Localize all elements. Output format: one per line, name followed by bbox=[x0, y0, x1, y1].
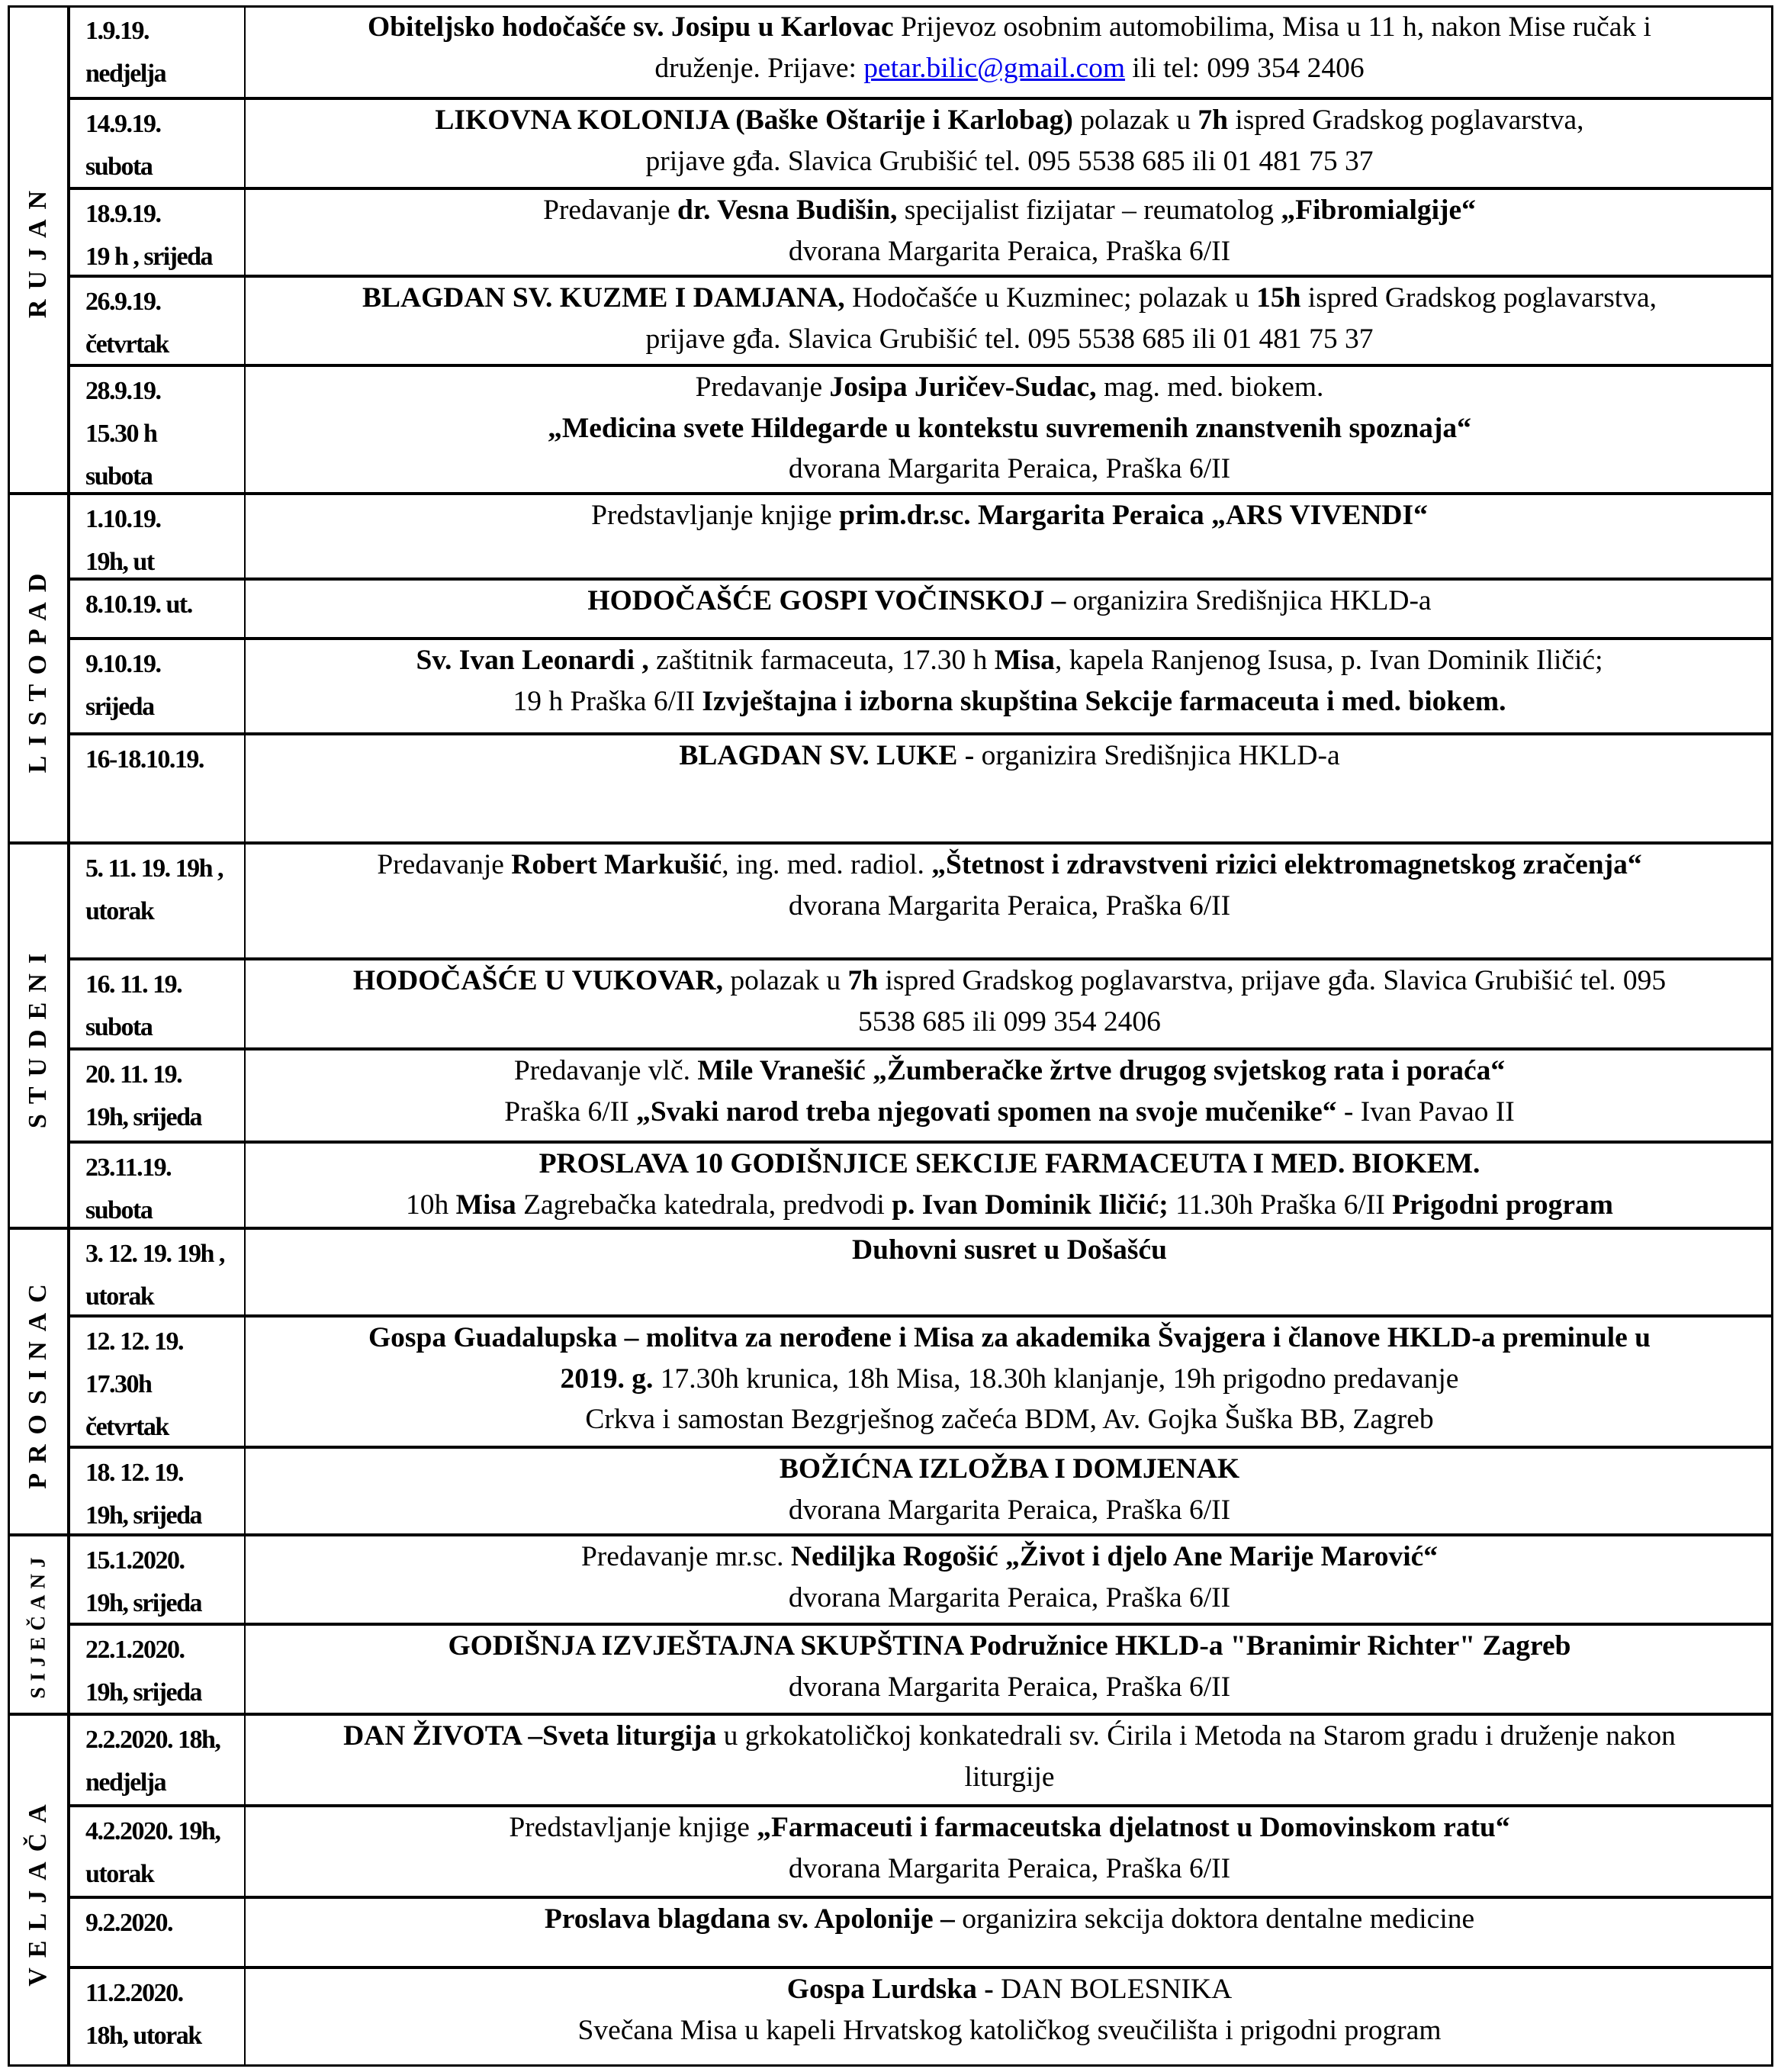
event-text-bold: „Svaki narod treba njegovati spomen na svoje mučenike“ bbox=[636, 1096, 1337, 1128]
event-line bbox=[258, 681, 1761, 722]
event-date bbox=[69, 1049, 246, 1142]
event-date bbox=[69, 1535, 246, 1624]
event-date-line: 3. 12. 19. 19h , bbox=[85, 1240, 224, 1268]
event-text: Hodočašće u Kuzminec; polazak u bbox=[844, 282, 1257, 314]
event-text-bold: Prigodni program bbox=[1392, 1189, 1614, 1221]
event-date-line: 9.10.19. bbox=[85, 650, 161, 678]
event-date-line: 19h, srijeda bbox=[85, 1103, 201, 1131]
event-text: Predavanje bbox=[377, 849, 512, 880]
event-date bbox=[69, 276, 246, 365]
event-date-line: 1.10.19. bbox=[85, 505, 161, 533]
event-description bbox=[246, 1714, 1773, 1806]
event-text-bold: LIKOVNA KOLONIJA (Baške Oštarije i Karlobag) bbox=[435, 105, 1073, 136]
event-line bbox=[258, 1626, 1761, 1667]
event-text: 17.30h krunica, 18h Misa, 18.30h klanjanje, 19h prigodno predavanje bbox=[653, 1363, 1459, 1395]
event-date-line: subota bbox=[85, 1013, 153, 1041]
event-date-line: 19h, srijeda bbox=[85, 1678, 201, 1707]
event-text: zaštitnik farmaceuta, 17.30 h bbox=[648, 645, 995, 676]
event-text: dvorana Margarita Peraica, Praška 6/II bbox=[788, 453, 1231, 484]
event-description bbox=[246, 1447, 1773, 1535]
event-text-bold: Sv. Ivan Leonardi , bbox=[416, 645, 649, 676]
event-text: Predavanje mr.sc. bbox=[580, 1541, 791, 1572]
event-text-bold: „Fibromialgije“ bbox=[1281, 195, 1476, 226]
event-description bbox=[246, 1806, 1773, 1897]
event-date-line: 18.9.19. bbox=[85, 200, 161, 228]
event-date-line: 5. 11. 19. 19h , bbox=[85, 854, 223, 883]
event-text: mag. med. biokem. bbox=[1096, 372, 1324, 403]
event-text: u grkokatoličkoj konkatedrali sv. Ćirila i Metoda na Starom gradu i druženje nakon bbox=[716, 1720, 1676, 1752]
month-label: VELJAČA bbox=[24, 1794, 52, 1987]
event-line bbox=[258, 1899, 1761, 1940]
event-description bbox=[246, 494, 1773, 579]
event-date bbox=[69, 1142, 246, 1228]
event-line bbox=[258, 1536, 1761, 1578]
event-text: Predavanje vlč. bbox=[513, 1055, 698, 1086]
event-text-bold: HODOČAŠĆE GOSPI VOČINSKOJ – bbox=[587, 585, 1066, 616]
event-date bbox=[69, 734, 246, 843]
event-date-line: 22.1.2020. bbox=[85, 1636, 185, 1664]
event-date bbox=[69, 365, 246, 494]
event-date-line: četvrtak bbox=[85, 1413, 169, 1441]
event-date-line: utorak bbox=[85, 1860, 154, 1888]
event-text: dvorana Margarita Peraica, Praška 6/II bbox=[788, 890, 1231, 922]
event-line bbox=[258, 1399, 1761, 1440]
event-row bbox=[69, 1806, 1773, 1897]
event-text: druženje. Prijave: bbox=[654, 52, 864, 84]
event-line bbox=[258, 1185, 1761, 1226]
event-date-line: 28.9.19. bbox=[85, 377, 161, 405]
schedule-table bbox=[8, 5, 1773, 2067]
event-text: Prijevoz osobnim automobilima, Misa u 11 h, nakon Mise ručak i bbox=[893, 11, 1651, 43]
event-line bbox=[258, 495, 1761, 536]
event-row bbox=[69, 1447, 1773, 1535]
event-description bbox=[246, 639, 1773, 734]
event-text-bold: DAN ŽIVOTA –Sveta liturgija bbox=[343, 1720, 717, 1752]
event-line bbox=[258, 1667, 1761, 1708]
month-label: SIJEČANJ bbox=[26, 1550, 50, 1699]
event-row bbox=[69, 365, 1773, 494]
event-date bbox=[69, 1714, 246, 1806]
event-text-bold: „Medicina svete Hildegarde u kontekstu suvremenih znanstvenih spoznaja“ bbox=[548, 412, 1471, 444]
month-label-cell bbox=[8, 1535, 69, 1714]
event-description bbox=[246, 365, 1773, 494]
event-line bbox=[258, 1807, 1761, 1848]
event-text: Predstavljanje knjige bbox=[591, 500, 840, 531]
event-text: , ing. med. radiol. bbox=[722, 849, 932, 880]
event-date-line: utorak bbox=[85, 1282, 154, 1311]
event-date bbox=[69, 494, 246, 579]
event-description bbox=[246, 188, 1773, 276]
event-row bbox=[69, 1535, 1773, 1624]
event-text: organizira Središnjica HKLD-a bbox=[974, 740, 1340, 771]
event-text: , kapela Ranjenog Isusa, p. Ivan Dominik Iličić; bbox=[1054, 645, 1603, 676]
event-date-line: 15.30 h bbox=[85, 420, 157, 448]
event-text: Predavanje bbox=[543, 195, 678, 226]
event-text: - Ivan Pavao II bbox=[1336, 1096, 1515, 1128]
event-line bbox=[258, 1359, 1761, 1400]
event-text: liturgije bbox=[964, 1761, 1055, 1793]
event-date bbox=[69, 639, 246, 734]
event-line bbox=[258, 231, 1761, 272]
event-text: ispred Gradskog poglavarstva, bbox=[1300, 282, 1657, 314]
event-text: 10h bbox=[405, 1189, 456, 1221]
event-line bbox=[258, 7, 1761, 48]
event-date-line: utorak bbox=[85, 897, 154, 925]
event-row bbox=[69, 188, 1773, 276]
event-date-line: 16. 11. 19. bbox=[85, 970, 182, 999]
event-text: prijave gđa. Slavica Grubišić tel. 095 5538 685 ili 01 481 75 37 bbox=[645, 323, 1374, 355]
event-text-bold: Gospa Lurdska - bbox=[786, 1974, 994, 2005]
event-text-bold: GODIŠNJA IZVJEŠTAJNA SKUPŠTINA Podružnice HKLD-a "Branimir Richter" Zagreb bbox=[448, 1630, 1571, 1662]
event-line bbox=[258, 48, 1761, 89]
event-text-bold: prim.dr.sc. Margarita Peraica „ARS VIVENDI“ bbox=[839, 500, 1428, 531]
event-row bbox=[69, 1967, 1773, 2067]
event-row bbox=[69, 959, 1773, 1049]
event-date-line: 18h, utorak bbox=[85, 2022, 201, 2050]
event-text-bold: HODOČAŠĆE U VUKOVAR, bbox=[352, 965, 723, 996]
event-description bbox=[246, 1897, 1773, 1967]
event-description bbox=[246, 98, 1773, 188]
event-date-line: 4.2.2020. 19h, bbox=[85, 1817, 220, 1845]
event-date-line: 17.30h bbox=[85, 1370, 152, 1398]
event-date bbox=[69, 1897, 246, 1967]
event-date-line: 11.2.2020. bbox=[85, 1979, 183, 2007]
event-line bbox=[258, 100, 1761, 141]
event-row bbox=[69, 579, 1773, 639]
event-text-bold: Izvještajna i izborna skupština Sekcije farmaceuta i med. biokem. bbox=[702, 685, 1506, 717]
event-date bbox=[69, 1967, 246, 2067]
event-text-bold: Proslava blagdana sv. Apolonije – bbox=[544, 1903, 955, 1935]
event-text-bold: Nediljka Rogošić „Život i djelo Ane Marije Marović“ bbox=[790, 1541, 1439, 1572]
event-text: DAN BOLESNIKA bbox=[993, 1974, 1233, 2005]
event-text-bold: Duhovni susret u Došašću bbox=[852, 1234, 1167, 1266]
event-line bbox=[258, 845, 1761, 886]
event-row bbox=[69, 1142, 1773, 1228]
event-date bbox=[69, 959, 246, 1049]
month-label: RUJAN bbox=[24, 180, 52, 319]
event-date-line: 20. 11. 19. bbox=[85, 1060, 182, 1089]
event-line bbox=[258, 1092, 1761, 1133]
event-description bbox=[246, 1535, 1773, 1624]
event-text: polazak u bbox=[1072, 105, 1198, 136]
event-line bbox=[258, 581, 1761, 622]
event-date-line: 19 h , srijeda bbox=[85, 243, 212, 271]
event-text-bold: 15h bbox=[1256, 282, 1301, 314]
event-text-bold: Misa bbox=[455, 1189, 516, 1221]
month-label: PROSINAC bbox=[24, 1274, 52, 1489]
event-date bbox=[69, 5, 246, 98]
event-date-line: nedjelja bbox=[85, 1768, 166, 1797]
event-text: Predavanje bbox=[695, 372, 830, 403]
event-text: specijalist fizijatar – reumatolog bbox=[897, 195, 1281, 226]
event-row bbox=[69, 1316, 1773, 1447]
event-date-line: četvrtak bbox=[85, 330, 169, 359]
event-line bbox=[258, 1449, 1761, 1490]
month-label: STUDENI bbox=[24, 943, 52, 1128]
event-row bbox=[69, 98, 1773, 188]
event-text-bold: „Farmaceuti i farmaceutska djelatnost u Domovinskom ratu“ bbox=[757, 1812, 1510, 1843]
event-text: prijave gđa. Slavica Grubišić tel. 095 5538 685 ili 01 481 75 37 bbox=[645, 145, 1374, 177]
event-text: organizira sekcija doktora dentalne medicine bbox=[954, 1903, 1475, 1935]
event-text-bold: BLAGDAN SV. KUZME I DAMJANA, bbox=[362, 282, 845, 314]
event-row bbox=[69, 276, 1773, 365]
event-text: Crkva i samostan Bezgrješnog začeća BDM, Av. Gojka Šuška BB, Zagreb bbox=[585, 1404, 1434, 1435]
event-date-line: 18. 12. 19. bbox=[85, 1459, 183, 1487]
event-text: Predstavljanje knjige bbox=[509, 1812, 757, 1843]
event-text-bold: BOŽIĆNA IZLOŽBA I DOMJENAK bbox=[779, 1453, 1240, 1485]
event-date bbox=[69, 1806, 246, 1897]
event-date-line: 15.1.2020. bbox=[85, 1546, 185, 1575]
event-date-line: 2.2.2020. 18h, bbox=[85, 1726, 220, 1754]
event-line bbox=[258, 1050, 1761, 1092]
event-description bbox=[246, 1228, 1773, 1316]
event-text: Praška 6/II bbox=[504, 1096, 637, 1128]
event-date-line: subota bbox=[85, 1196, 153, 1224]
event-text-bold: Obiteljsko hodočašće sv. Josipu u Karlovac bbox=[368, 11, 894, 43]
event-line bbox=[258, 1230, 1761, 1271]
month-label-cell bbox=[8, 843, 69, 1228]
event-text-bold: „Štetnost i zdravstveni rizici elektromagnetskog zračenja“ bbox=[931, 849, 1642, 880]
event-text: dvorana Margarita Peraica, Praška 6/II bbox=[788, 235, 1231, 267]
event-description bbox=[246, 843, 1773, 959]
event-line bbox=[258, 1490, 1761, 1531]
event-description bbox=[246, 5, 1773, 98]
event-text-bold: Robert Markušić bbox=[511, 849, 722, 880]
event-row bbox=[69, 1049, 1773, 1142]
event-text: 11.30h Praška 6/II bbox=[1168, 1189, 1393, 1221]
event-text-bold: dr. Vesna Budišin, bbox=[677, 195, 898, 226]
event-text-bold: Misa bbox=[994, 645, 1055, 676]
event-line bbox=[258, 886, 1761, 927]
event-text-bold: 7h bbox=[847, 965, 879, 996]
month-label-cell bbox=[8, 5, 69, 494]
month-label-cell bbox=[8, 1714, 69, 2067]
event-line bbox=[258, 1716, 1761, 1757]
event-date-line: subota bbox=[85, 153, 153, 181]
month-label: LISTOPAD bbox=[24, 563, 52, 774]
event-description bbox=[246, 1142, 1773, 1228]
event-row bbox=[69, 843, 1773, 959]
event-text: ispred Gradskog poglavarstva, bbox=[1228, 105, 1584, 136]
event-line bbox=[258, 278, 1761, 319]
event-date bbox=[69, 1228, 246, 1316]
event-row bbox=[69, 639, 1773, 734]
event-line bbox=[258, 1002, 1761, 1043]
event-text: dvorana Margarita Peraica, Praška 6/II bbox=[788, 1581, 1231, 1614]
event-date-line: 9.2.2020. bbox=[85, 1909, 172, 1937]
month-label-cell bbox=[8, 1228, 69, 1535]
event-text-bold: 2019. g. bbox=[560, 1363, 654, 1395]
event-text-bold: PROSLAVA 10 GODIŠNJICE SEKCIJE FARMACEUTA I MED. BIOKEM. bbox=[538, 1148, 1480, 1179]
event-row bbox=[69, 1624, 1773, 1714]
event-text: 5538 685 ili 099 354 2406 bbox=[858, 1005, 1161, 1038]
event-row bbox=[69, 1228, 1773, 1316]
event-text: dvorana Margarita Peraica, Praška 6/II bbox=[788, 1671, 1231, 1703]
event-date-line: 14.9.19. bbox=[85, 110, 161, 138]
event-date bbox=[69, 98, 246, 188]
event-text-bold: Mile Vranešić „Žumberačke žrtve drugog svjetskog rata i poraća“ bbox=[697, 1055, 1506, 1086]
event-line bbox=[258, 2010, 1761, 2051]
event-row bbox=[69, 5, 1773, 98]
event-description bbox=[246, 959, 1773, 1049]
event-text: Zagrebačka katedrala, predvodi bbox=[516, 1189, 892, 1221]
event-date-line: 1.9.19. bbox=[85, 17, 149, 45]
event-description bbox=[246, 1049, 1773, 1142]
event-date-line: 19h, srijeda bbox=[85, 1501, 201, 1530]
event-text-bold: 7h bbox=[1198, 105, 1228, 136]
event-date bbox=[69, 1447, 246, 1535]
event-date-line: 12. 12. 19. bbox=[85, 1327, 183, 1356]
event-line bbox=[258, 141, 1761, 182]
event-row bbox=[69, 1714, 1773, 1806]
event-text: Svečana Misa u kapeli Hrvatskog katoličkog sveučilišta i prigodni program bbox=[577, 2014, 1442, 2046]
event-text: ili tel: 099 354 2406 bbox=[1125, 52, 1365, 84]
event-row bbox=[69, 734, 1773, 843]
event-text-bold: p. Ivan Dominik Iličić; bbox=[892, 1189, 1169, 1221]
event-date-line: 8.10.19. ut. bbox=[85, 590, 192, 619]
event-description bbox=[246, 734, 1773, 843]
event-description bbox=[246, 579, 1773, 639]
event-line bbox=[258, 449, 1761, 490]
event-text: dvorana Margarita Peraica, Praška 6/II bbox=[788, 1852, 1231, 1884]
event-date bbox=[69, 843, 246, 959]
event-date-line: 19h, srijeda bbox=[85, 1589, 201, 1617]
event-line bbox=[258, 960, 1761, 1002]
event-line bbox=[258, 1757, 1761, 1798]
event-text: polazak u bbox=[722, 965, 848, 996]
event-text: ispred Gradskog poglavarstva, prijave gđa. Slavica Grubišić tel. 095 bbox=[878, 965, 1667, 996]
event-date-line: 26.9.19. bbox=[85, 288, 161, 316]
event-date-line: 19h, ut bbox=[85, 548, 154, 576]
event-date-line: subota bbox=[85, 462, 153, 491]
event-date bbox=[69, 1316, 246, 1447]
event-line bbox=[258, 1969, 1761, 2010]
event-line bbox=[258, 408, 1761, 449]
event-text: dvorana Margarita Peraica, Praška 6/II bbox=[788, 1494, 1231, 1526]
event-text: organizira Središnjica HKLD-a bbox=[1066, 585, 1432, 616]
event-row bbox=[69, 1897, 1773, 1967]
event-date bbox=[69, 1624, 246, 1714]
event-text-bold: Josipa Juričev-Sudac, bbox=[829, 372, 1097, 403]
event-line bbox=[258, 190, 1761, 231]
event-date-line: 16-18.10.19. bbox=[85, 745, 204, 774]
email-link[interactable]: petar.bilic@gmail.com bbox=[863, 52, 1126, 84]
month-label-cell bbox=[8, 494, 69, 843]
event-description bbox=[246, 1316, 1773, 1447]
event-line bbox=[258, 1318, 1761, 1359]
event-line bbox=[258, 1848, 1761, 1890]
event-date bbox=[69, 188, 246, 276]
event-date-line: srijeda bbox=[85, 693, 154, 721]
event-date-line: nedjelja bbox=[85, 60, 166, 88]
event-line bbox=[258, 1144, 1761, 1185]
event-description bbox=[246, 1624, 1773, 1714]
event-text-bold: BLAGDAN SV. LUKE - bbox=[679, 740, 975, 771]
event-text-bold: Gospa Guadalupska – molitva za nerođene i Misa za akademika Švajgera i članove HKLD-a preminule u bbox=[368, 1322, 1651, 1353]
event-text: 19 h Praška 6/II bbox=[513, 685, 702, 717]
event-date-line: 23.11.19. bbox=[85, 1153, 172, 1182]
event-date bbox=[69, 579, 246, 639]
event-description bbox=[246, 1967, 1773, 2067]
event-row bbox=[69, 494, 1773, 579]
event-line bbox=[258, 735, 1761, 777]
event-line bbox=[258, 367, 1761, 408]
event-line bbox=[258, 319, 1761, 360]
event-line bbox=[258, 1578, 1761, 1619]
event-description bbox=[246, 276, 1773, 365]
event-line bbox=[258, 640, 1761, 681]
